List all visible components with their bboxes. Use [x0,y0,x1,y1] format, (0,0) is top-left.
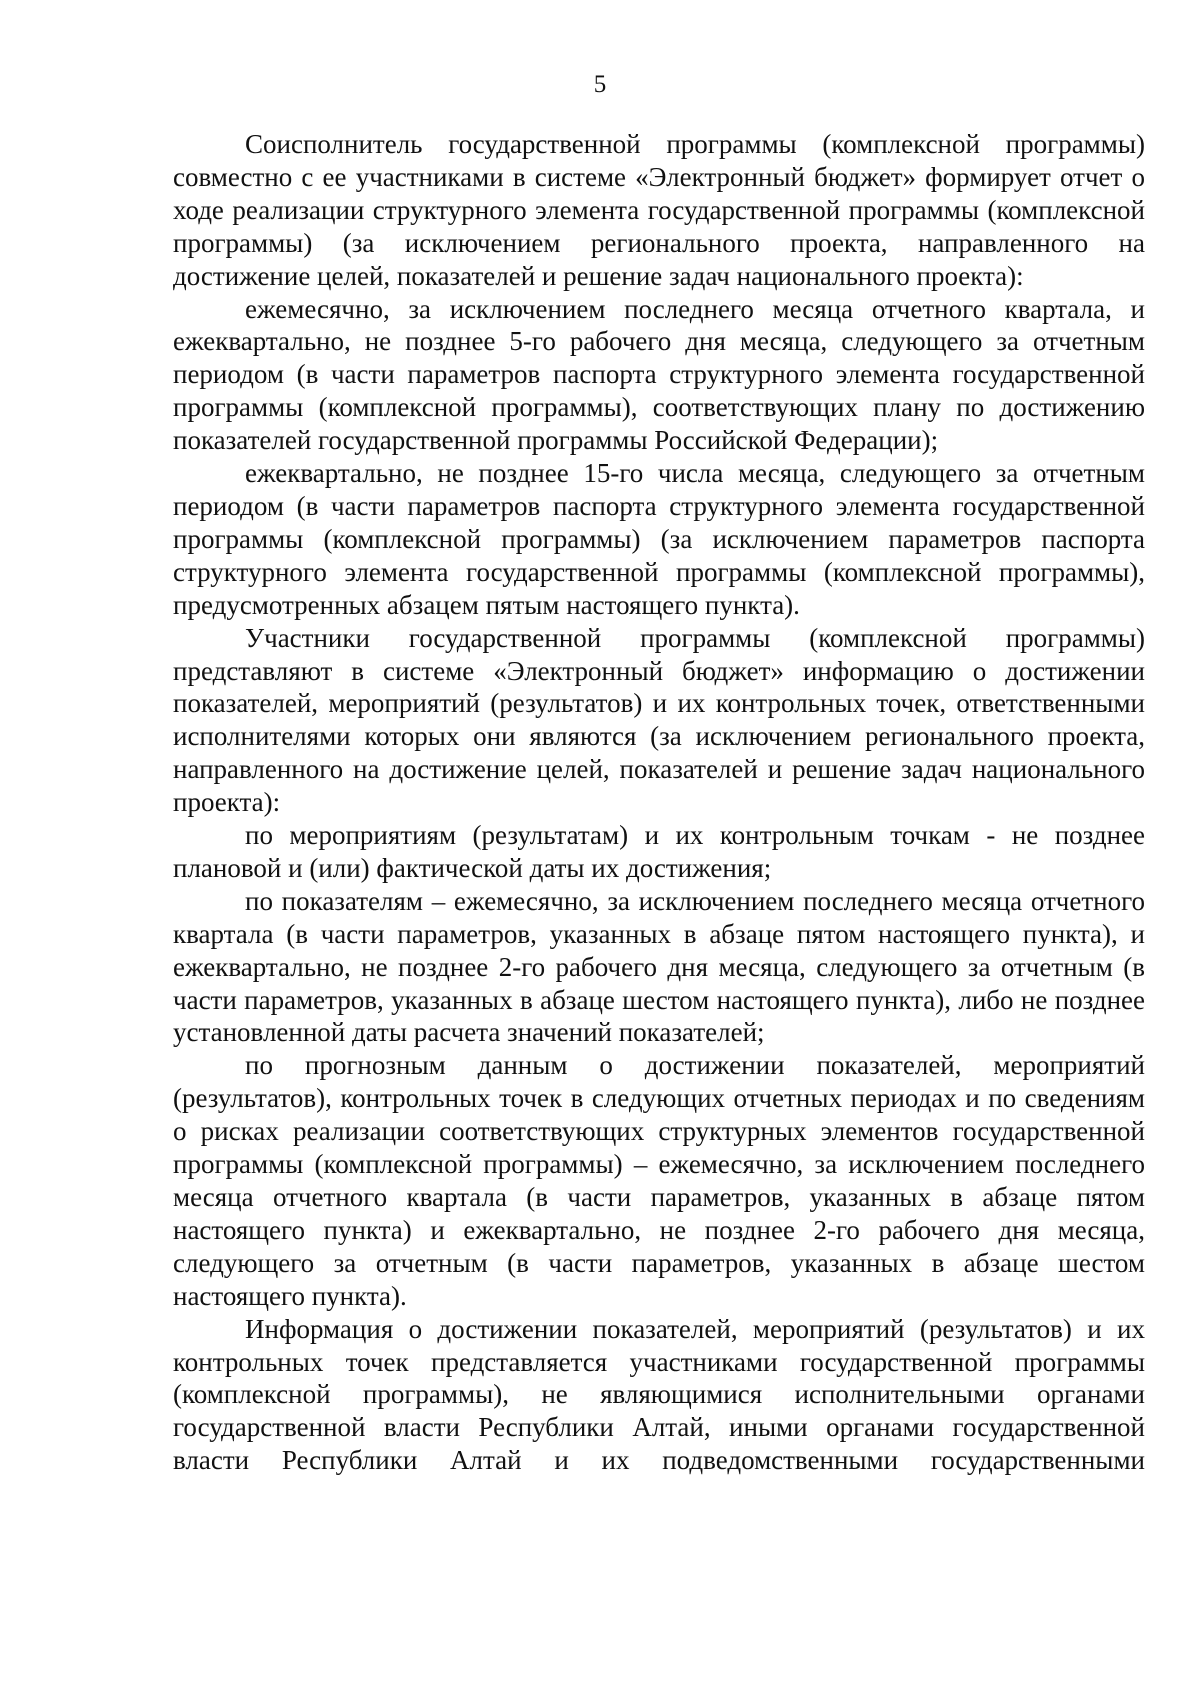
paragraph: по показателям – ежемесячно, за исключением последнего месяца отчетного квартала (в части параметров, указанных в абзаце пятом настоящего пункта), и ежеквартально, не позднее 2-го рабочего дня месяца, следующего за отчетным (в части параметров, указанных в абзаце шестом настоящего пункта), либо не позднее установленной даты расчета значений показателей; [173,885,1145,1048]
page-number: 5 [593,71,607,98]
paragraph: по прогнозным данным о достижении показателей, мероприятий (результатов), контрольных точек в следующих отчетных периодах и по сведениям о рисках реализации соответствующих структурных элементов государственной программы (комплексной программы) – ежемесячно, за исключением последнего месяца отчетного квартала (в части параметров, указанных в абзаце пятом настоящего пункта) и ежеквартально, не позднее 2-го рабочего дня месяца, следующего за отчетным (в части параметров, указанных в абзаце шестом настоящего пункта). [173,1050,1145,1311]
paragraph: Соисполнитель государственной программы (комплексной программы) совместно с ее участниками в системе «Электронный бюджет» формирует отчет о ходе реализации структурного элемента государственной программы (комплексной программы) (за исключением регионального проекта, направленного на достижение целей, показателей и решение задач национального проекта): [173,129,1145,291]
paragraph-last-partial: Информация о достижении показателей, мероприятий (результатов) и их контрольных точек представляется участниками государственной программы (комплексной программы), не являющимися исполнительными органами государственной власти Республики Алтай, иными органами государственной власти Республики Алтай и их подведомственными государственными [173,1313,1145,1476]
document-body [173,128,1145,1477]
paragraph: по мероприятиям (результатам) и их контрольным точкам - не позднее плановой и (или) фактической даты их достижения; [173,820,1145,883]
paragraph: Участники государственной программы (комплексной программы) представляют в системе «Электронный бюджет» информацию о достижении показателей, мероприятий (результатов) и их контрольных точек, ответственными исполнителями которых они являются (за исключением регионального проекта, направленного на достижение целей, показателей и решение задач национального проекта): [173,622,1145,818]
paragraph: ежемесячно, за исключением последнего месяца отчетного квартала, и ежеквартально, не позднее 5-го рабочего дня месяца, следующего за отчетным периодом (в части параметров паспорта структурного элемента государственной программы (комплексной программы), соответствующих плану по достижению показателей государственной программы Российской Федерации); [173,293,1145,456]
paragraph: ежеквартально, не позднее 15-го числа месяца, следующего за отчетным периодом (в части параметров паспорта структурного элемента государственной программы (комплексной программы) (за исключением параметров паспорта структурного элемента государственной программы (комплексной программы), предусмотренных абзацем пятым настоящего пункта). [173,458,1145,620]
